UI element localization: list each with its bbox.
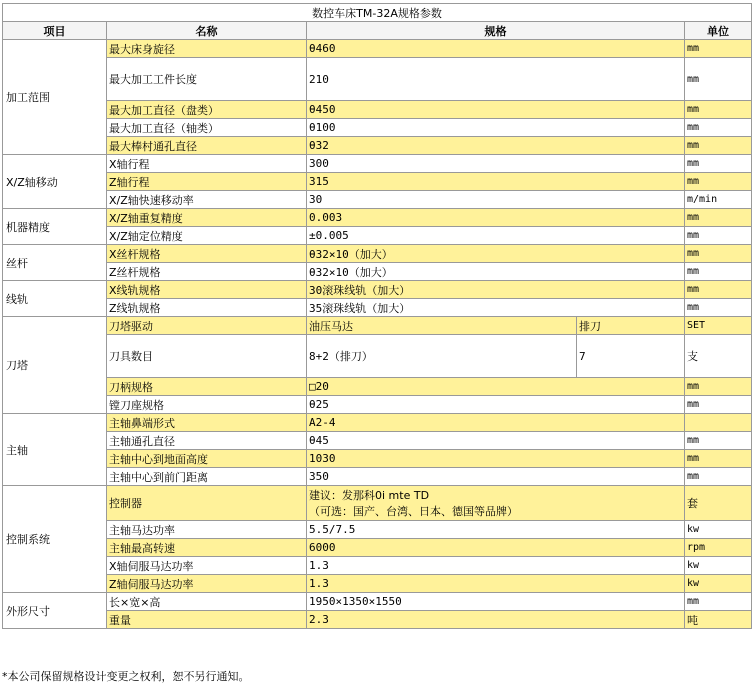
row-name: 控制器 xyxy=(107,486,307,521)
table-row xyxy=(3,611,752,629)
table-row xyxy=(3,450,752,468)
group-label: 主轴 xyxy=(3,414,107,486)
group-label: X/Z轴移动 xyxy=(3,155,107,209)
row-spec: θ450 xyxy=(307,101,685,119)
row-unit xyxy=(685,414,752,432)
row-name: 重量 xyxy=(107,611,307,629)
row-unit: m/min xyxy=(685,191,752,209)
row-spec: 30滚珠线轨（加大） xyxy=(307,281,685,299)
row-spec: θ25 xyxy=(307,396,685,414)
table-row xyxy=(3,173,752,191)
row-name: 主轴中心到前门距离 xyxy=(107,468,307,486)
title-row xyxy=(3,4,752,22)
row-unit: kw xyxy=(685,521,752,539)
table-row xyxy=(3,245,752,263)
table-row xyxy=(3,227,752,245)
row-unit: mm xyxy=(685,101,752,119)
row-name: 长×宽×高 xyxy=(107,593,307,611)
row-unit: mm xyxy=(685,137,752,155)
row-spec: 315 xyxy=(307,173,685,191)
header-row xyxy=(3,22,752,40)
row-name: X/Z轴快速移动率 xyxy=(107,191,307,209)
row-spec: 6000 xyxy=(307,539,685,557)
row-unit: mm xyxy=(685,227,752,245)
row-spec: 1.3 xyxy=(307,575,685,593)
row-name: 主轴中心到地面高度 xyxy=(107,450,307,468)
table-row xyxy=(3,414,752,432)
row-unit: mm xyxy=(685,245,752,263)
row-unit: kw xyxy=(685,557,752,575)
table-row xyxy=(3,137,752,155)
table-row xyxy=(3,101,752,119)
row-unit: 吨 xyxy=(685,611,752,629)
row-name: X丝杆规格 xyxy=(107,245,307,263)
row-unit: mm xyxy=(685,209,752,227)
row-unit: mm xyxy=(685,450,752,468)
row-spec: 5.5/7.5 xyxy=(307,521,685,539)
table-row xyxy=(3,486,752,521)
group-label: 控制系统 xyxy=(3,486,107,593)
table-row xyxy=(3,58,752,101)
row-unit: kw xyxy=(685,575,752,593)
row-unit: SET xyxy=(685,317,752,335)
row-unit: mm xyxy=(685,299,752,317)
table-row xyxy=(3,263,752,281)
row-spec: 30 xyxy=(307,191,685,209)
row-spec: 210 xyxy=(307,58,685,101)
group-label: 外形尺寸 xyxy=(3,593,107,629)
row-unit: mm xyxy=(685,378,752,396)
table-row xyxy=(3,317,752,335)
table-row xyxy=(3,521,752,539)
row-unit: rpm xyxy=(685,539,752,557)
table-row xyxy=(3,299,752,317)
table-row xyxy=(3,155,752,173)
table-row xyxy=(3,396,752,414)
row-name: 最大加工直径（盘类） xyxy=(107,101,307,119)
row-spec: 0.003 xyxy=(307,209,685,227)
table-row xyxy=(3,119,752,137)
table-row xyxy=(3,593,752,611)
row-spec: 2.3 xyxy=(307,611,685,629)
row-unit: mm xyxy=(685,468,752,486)
row-unit: 支 xyxy=(685,335,752,378)
row-name: Z丝杆规格 xyxy=(107,263,307,281)
table-row xyxy=(3,575,752,593)
table-row xyxy=(3,378,752,396)
row-spec: 35滚珠线轨（加大） xyxy=(307,299,685,317)
row-name: X轴伺服马达功率 xyxy=(107,557,307,575)
row-unit: mm xyxy=(685,432,752,450)
row-spec: 350 xyxy=(307,468,685,486)
group-label: 丝杆 xyxy=(3,245,107,281)
table-row xyxy=(3,468,752,486)
row-spec: θ32×10（加大） xyxy=(307,245,685,263)
row-spec: θ100 xyxy=(307,119,685,137)
row-name: Z轴伺服马达功率 xyxy=(107,575,307,593)
row-spec: θ32×10（加大） xyxy=(307,263,685,281)
table-row xyxy=(3,209,752,227)
table-row xyxy=(3,432,752,450)
row-name: 最大加工工件长度 xyxy=(107,58,307,101)
row-unit: mm xyxy=(685,58,752,101)
row-spec: 建议：发那科0i mte TD xyxy=(309,489,430,502)
group-label: 机器精度 xyxy=(3,209,107,245)
row-spec: 1030 xyxy=(307,450,685,468)
table-row xyxy=(3,539,752,557)
row-name: 刀具数目 xyxy=(107,335,307,378)
row-spec: θ460 xyxy=(307,40,685,58)
row-name: 主轴通孔直径 xyxy=(107,432,307,450)
row-unit: mm xyxy=(685,40,752,58)
row-spec: A2-4 xyxy=(307,414,685,432)
row-unit: mm xyxy=(685,396,752,414)
header-unit: 单位 xyxy=(685,22,752,40)
row-name: 主轴马达功率 xyxy=(107,521,307,539)
row-extra-value: 7 xyxy=(577,335,685,378)
row-name: 刀柄规格 xyxy=(107,378,307,396)
header-item: 项目 xyxy=(3,22,107,40)
row-name: 刀塔驱动 xyxy=(107,317,307,335)
row-name: X/Z轴定位精度 xyxy=(107,227,307,245)
row-extra-label: 排刀 xyxy=(577,317,685,335)
group-label: 加工范围 xyxy=(3,40,107,155)
row-spec-block xyxy=(307,486,685,521)
group-label: 线轨 xyxy=(3,281,107,317)
row-spec: 8+2（排刀） xyxy=(307,335,577,378)
row-name: 最大床身旋径 xyxy=(107,40,307,58)
table-row xyxy=(3,281,752,299)
row-unit: mm xyxy=(685,281,752,299)
row-spec: θ45 xyxy=(307,432,685,450)
group-label: 刀塔 xyxy=(3,317,107,414)
row-unit: 套 xyxy=(685,486,752,521)
row-name: X线轨规格 xyxy=(107,281,307,299)
row-spec: 1.3 xyxy=(307,557,685,575)
table-title: 数控车床TM-32A规格参数 xyxy=(3,4,752,22)
row-spec: 油压马达 xyxy=(307,317,577,335)
table-row xyxy=(3,557,752,575)
row-unit: mm xyxy=(685,119,752,137)
row-spec: 1950×1350×1550 xyxy=(307,593,685,611)
row-name: 最大棒村通孔直径 xyxy=(107,137,307,155)
table-row xyxy=(3,191,752,209)
table-row xyxy=(3,40,752,58)
footnote: *本公司保留规格设计变更之权利，恕不另行通知。 xyxy=(2,670,250,683)
row-unit: mm xyxy=(685,173,752,191)
row-name: 镗刀座规格 xyxy=(107,396,307,414)
row-name: X轴行程 xyxy=(107,155,307,173)
row-name: 最大加工直径（轴类） xyxy=(107,119,307,137)
row-unit: mm xyxy=(685,593,752,611)
row-name: 主轴鼻端形式 xyxy=(107,414,307,432)
row-spec-secondary: （可选：国产、台湾、日本、德国等品牌） xyxy=(309,505,518,518)
row-unit: mm xyxy=(685,263,752,281)
row-name: Z轴行程 xyxy=(107,173,307,191)
spec-table xyxy=(2,3,752,629)
row-name: X/Z轴重复精度 xyxy=(107,209,307,227)
row-name: Z线轨规格 xyxy=(107,299,307,317)
row-spec: 300 xyxy=(307,155,685,173)
row-spec: □20 xyxy=(307,378,685,396)
row-name: 主轴最高转速 xyxy=(107,539,307,557)
row-unit: mm xyxy=(685,155,752,173)
row-spec: θ32 xyxy=(307,137,685,155)
header-spec: 规格 xyxy=(307,22,685,40)
row-spec: ±0.005 xyxy=(307,227,685,245)
header-name: 名称 xyxy=(107,22,307,40)
table-row xyxy=(3,335,752,378)
